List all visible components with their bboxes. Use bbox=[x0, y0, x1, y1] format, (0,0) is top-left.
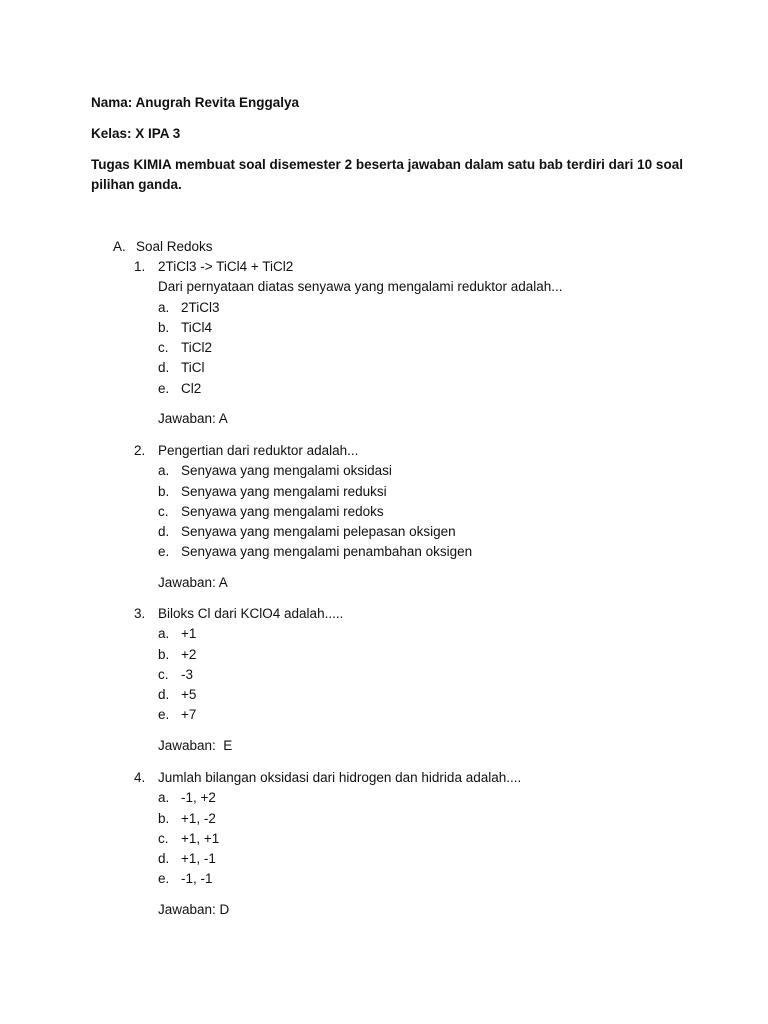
question-3 bbox=[134, 604, 694, 756]
question-text: Biloks Cl dari KClO4 adalah..... bbox=[158, 606, 344, 621]
option-a bbox=[158, 298, 694, 318]
option-b bbox=[158, 809, 694, 829]
option-list bbox=[134, 624, 694, 725]
option-letter: e. bbox=[158, 871, 170, 887]
option-text: -1, -1 bbox=[181, 871, 213, 887]
answer-key: Jawaban: E bbox=[158, 737, 233, 753]
option-text: TiCl2 bbox=[181, 340, 213, 356]
question-4 bbox=[134, 768, 694, 920]
question-text: 2TiCl3 -> TiCl4 + TiCl2 bbox=[158, 259, 294, 274]
option-text: +5 bbox=[181, 687, 197, 703]
option-d bbox=[158, 849, 694, 869]
option-letter: a. bbox=[158, 790, 170, 806]
option-letter: a. bbox=[158, 299, 170, 315]
option-text: +1 bbox=[181, 626, 197, 642]
option-a bbox=[158, 788, 694, 808]
option-text: TiCl4 bbox=[181, 319, 213, 335]
question-number: 3. bbox=[134, 606, 146, 621]
option-a bbox=[158, 624, 694, 644]
option-c bbox=[158, 829, 694, 849]
option-text: Senyawa yang mengalami penambahan oksigen bbox=[181, 544, 473, 560]
option-b bbox=[158, 318, 694, 338]
question-number: 4. bbox=[134, 770, 146, 785]
student-class: Kelas: X IPA 3 bbox=[91, 126, 181, 141]
option-text: Senyawa yang mengalami pelepasan oksigen bbox=[181, 524, 456, 540]
option-letter: e. bbox=[158, 380, 170, 396]
option-letter: e. bbox=[158, 544, 170, 560]
option-text: +2 bbox=[181, 646, 197, 662]
option-list bbox=[134, 298, 694, 399]
option-text: -1, +2 bbox=[181, 790, 216, 806]
option-letter: d. bbox=[158, 687, 170, 703]
answer-key: Jawaban: D bbox=[158, 901, 230, 917]
option-text: Senyawa yang mengalami redoks bbox=[181, 503, 384, 519]
option-letter: c. bbox=[158, 340, 169, 356]
option-c bbox=[158, 502, 694, 522]
option-letter: c. bbox=[158, 666, 169, 682]
option-b bbox=[158, 482, 694, 502]
option-letter: b. bbox=[158, 646, 170, 662]
option-letter: a. bbox=[158, 626, 170, 642]
question-line bbox=[134, 604, 694, 624]
question-line bbox=[134, 441, 694, 461]
option-e bbox=[158, 379, 694, 399]
question-line bbox=[134, 768, 694, 788]
option-text: +1, -1 bbox=[181, 851, 216, 867]
option-e bbox=[158, 705, 694, 725]
answer-key: Jawaban: A bbox=[158, 411, 228, 427]
option-text: 2TiCl3 bbox=[181, 299, 220, 315]
question-2 bbox=[134, 441, 694, 593]
option-e bbox=[158, 542, 694, 562]
option-c bbox=[158, 665, 694, 685]
option-text: Senyawa yang mengalami oksidasi bbox=[181, 463, 392, 479]
question-number: 2. bbox=[134, 443, 146, 458]
option-letter: c. bbox=[158, 503, 169, 519]
option-list bbox=[134, 461, 694, 562]
option-d bbox=[158, 522, 694, 542]
option-text: -3 bbox=[181, 666, 194, 682]
option-text: +1, +1 bbox=[181, 830, 220, 846]
option-text: +1, -2 bbox=[181, 810, 216, 826]
option-letter: b. bbox=[158, 483, 170, 499]
option-b bbox=[158, 645, 694, 665]
option-d bbox=[158, 685, 694, 705]
option-d bbox=[158, 358, 694, 378]
assignment-description: Tugas KIMIA membuat soal disemester 2 beserta jawaban dalam satu bab terdiri dari 10 soal pilihan ganda. bbox=[91, 157, 683, 192]
option-a bbox=[158, 461, 694, 481]
option-letter: c. bbox=[158, 830, 169, 846]
option-text: +7 bbox=[181, 707, 197, 723]
question-1 bbox=[134, 257, 694, 429]
option-c bbox=[158, 338, 694, 358]
option-text: Cl2 bbox=[181, 380, 202, 396]
section-title: Soal Redoks bbox=[136, 239, 213, 254]
answer-key: Jawaban: A bbox=[158, 574, 228, 590]
option-letter: d. bbox=[158, 360, 170, 376]
option-text: Senyawa yang mengalami reduksi bbox=[181, 483, 387, 499]
question-text: Jumlah bilangan oksidasi dari hidrogen dan hidrida adalah.... bbox=[158, 770, 522, 785]
option-letter: d. bbox=[158, 851, 170, 867]
option-e bbox=[158, 869, 694, 889]
question-text: Pengertian dari reduktor adalah... bbox=[158, 443, 359, 458]
option-list bbox=[134, 788, 694, 889]
section-heading bbox=[113, 237, 213, 257]
option-letter: a. bbox=[158, 463, 170, 479]
section-marker: A. bbox=[113, 239, 126, 254]
option-letter: b. bbox=[158, 319, 170, 335]
option-letter: b. bbox=[158, 810, 170, 826]
question-subtext: Dari pernyataan diatas senyawa yang mengalami reduktor adalah... bbox=[158, 279, 563, 295]
student-name: Nama: Anugrah Revita Enggalya bbox=[91, 95, 300, 110]
option-text: TiCl bbox=[181, 360, 205, 376]
option-letter: e. bbox=[158, 707, 170, 723]
question-line bbox=[134, 257, 694, 277]
question-number: 1. bbox=[134, 259, 146, 274]
option-letter: d. bbox=[158, 524, 170, 540]
